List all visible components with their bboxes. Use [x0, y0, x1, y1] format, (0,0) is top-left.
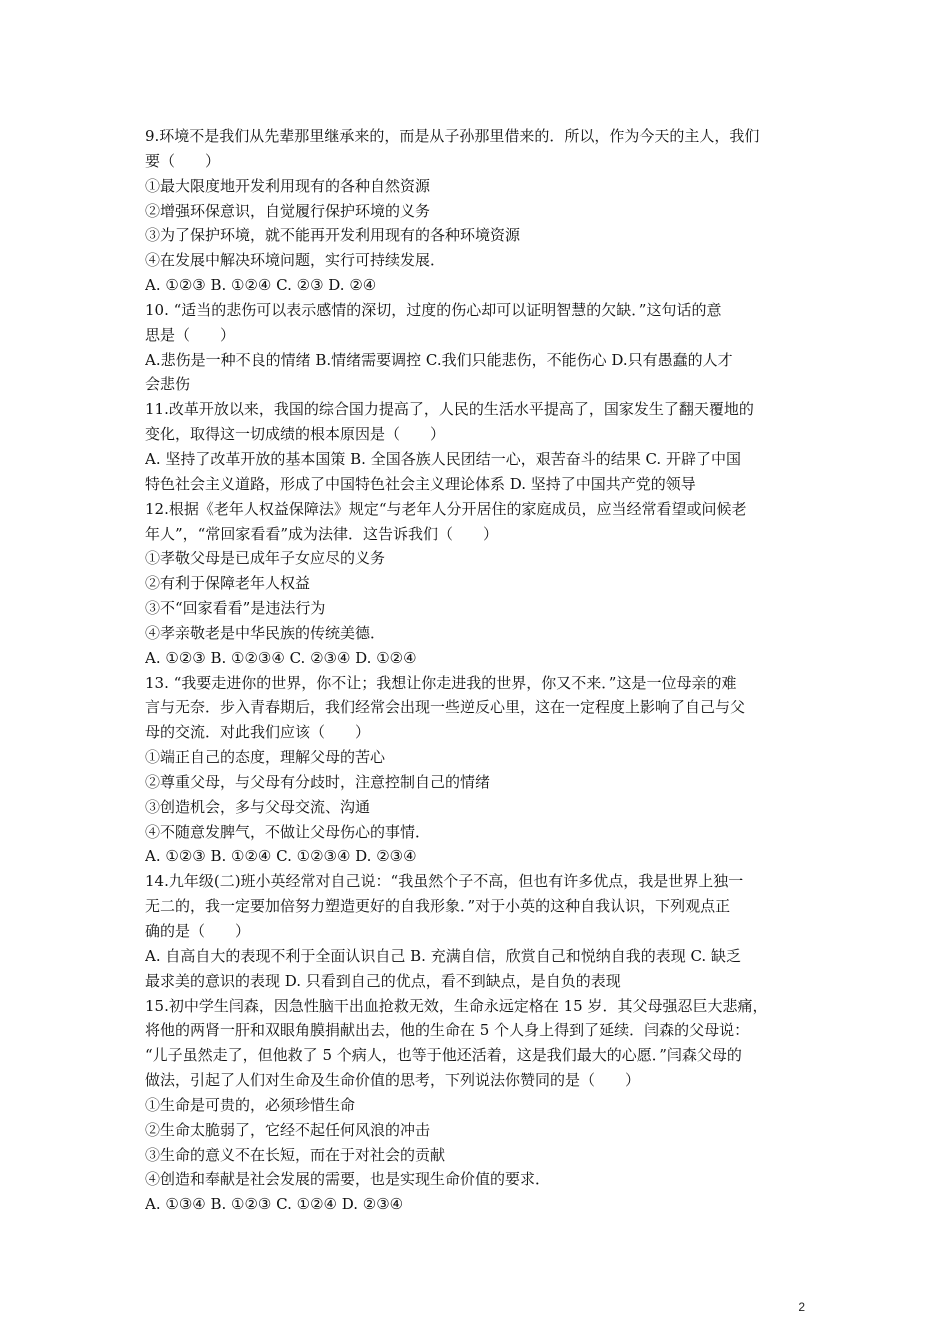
text-line: ③生命的意义不在长短，而在于对社会的贡献	[145, 1145, 446, 1164]
answer-options-line: A. ①③④ B. ①②③ C. ①②④ D. ②③④	[145, 1195, 404, 1214]
text-line: ②生命太脆弱了，它经不起任何风浪的冲击	[145, 1120, 431, 1139]
text-line: 9.环境不是我们从先辈那里继承来的，而是从子孙那里借来的．所以，作为今天的主人，我们	[145, 127, 760, 145]
text-line: ①端正自己的态度，理解父母的苦心	[145, 748, 386, 767]
page-number: 2	[798, 1300, 805, 1314]
text-line: “儿子虽然走了，但他救了 5 个病人，也等于他还活着，这是我们最大的心愿．”闫森父母的	[145, 1046, 742, 1065]
text-line: 11.改革开放以来，我国的综合国力提高了，人民的生活水平提高了，国家发生了翻天覆地的	[145, 400, 754, 419]
text-line: ①生命是可贵的，必须珍惜生命	[145, 1095, 356, 1114]
text-line: ①最大限度地开发利用现有的各种自然资源	[145, 176, 431, 195]
text-line: 13. “我要走进你的世界，你不让；我想让你走进我的世界，你又不来．”这是一位母亲的难	[145, 673, 737, 692]
text-line: 确的是（ ）	[145, 922, 251, 940]
answer-options-line: A. ①②③ B. ①②③④ C. ②③④ D. ①②④	[145, 648, 417, 667]
text-line: ④在发展中解决环境问题，实行可持续发展．	[145, 251, 446, 270]
text-line: ②尊重父母，与父母有分歧时，注意控制自己的情绪	[145, 772, 491, 791]
text-line: 将他的两肾一肝和双眼角膜捐献出去，他的生命在 5 个人身上得到了延续．闫森的父母说：	[145, 1021, 750, 1040]
text-line: ①孝敬父母是已成年子女应尽的义务	[145, 549, 386, 568]
text-line: 会悲伤	[145, 375, 191, 394]
question-text-block	[145, 124, 810, 1217]
text-line: ③为了保护环境，就不能再开发利用现有的各种环境资源	[145, 226, 521, 245]
text-line: 无二的，我一定要加倍努力塑造更好的自我形象．”对于小英的这种自我认识，下列观点正	[145, 897, 731, 916]
text-line: 年人”，“常回家看看”成为法律．这告诉我们（ ）	[145, 524, 499, 543]
text-line: 最求美的意识的表现 D. 只看到自己的优点，看不到缺点，是自负的表现	[145, 971, 621, 990]
answer-options-line: A. ①②③ B. ①②④ C. ②③ D. ②④	[145, 276, 377, 295]
text-line: ②增强环保意识，自觉履行保护环境的义务	[145, 201, 431, 220]
text-line: 12.根据《老年人权益保障法》规定“与老年人分开居住的家庭成员，应当经常看望或问候老	[145, 499, 747, 518]
text-line: 言与无奈．步入青春期后，我们经常会出现一些逆反心里，这在一定程度上影响了自己与父	[145, 698, 746, 717]
text-line: 母的交流．对此我们应该（ ）	[145, 723, 371, 742]
text-line: 10. “适当的悲伤可以表示感情的深切，过度的伤心却可以证明智慧的欠缺．”这句话的意	[145, 300, 722, 319]
text-line: 特色社会主义道路，形成了中国特色社会主义理论体系 D. 坚持了中国共产党的领导	[145, 474, 696, 493]
answer-options-line: A. 自高自大的表现不利于全面认识自己 B. 充满自信，欣赏自己和悦纳自我的表现 C. 缺乏	[145, 946, 741, 965]
text-line: 要（ ）	[145, 151, 221, 170]
text-line: ③不“回家看看”是违法行为	[145, 599, 326, 618]
text-line: 思是（ ）	[145, 325, 236, 344]
text-line: ④创造和奉献是社会发展的需要，也是实现生命价值的要求．	[145, 1170, 551, 1189]
answer-options-line: A.悲伤是一种不良的情绪 B.情绪需要调控 C.我们只能悲伤，不能伤心 D.只有愚蠢的人才	[145, 350, 733, 369]
text-line: ②有利于保障老年人权益	[145, 574, 311, 593]
text-line: 变化，取得这一切成绩的根本原因是（ ）	[145, 425, 446, 444]
text-line: ④孝亲敬老是中华民族的传统美德．	[145, 623, 386, 642]
text-line: 做法，引起了人们对生命及生命价值的思考，下列说法你赞同的是（ ）	[145, 1071, 641, 1090]
answer-options-line: A. 坚持了改革开放的基本国策 B. 全国各族人民团结一心，艰苦奋斗的结果 C. 开辟了中国	[145, 449, 741, 468]
text-line: 14.九年级(二)班小英经常对自己说：“我虽然个子不高，但也有许多优点，我是世界上独一	[145, 872, 744, 891]
text-line: ④不随意发脾气，不做让父母伤心的事情．	[145, 822, 431, 841]
answer-options-line: A. ①②③ B. ①②④ C. ①②③④ D. ②③④	[145, 847, 417, 866]
text-line: ③创造机会，多与父母交流、沟通	[145, 797, 371, 816]
text-line: 15.初中学生闫森，因急性脑干出血抢救无效，生命永远定格在 15 岁．其父母强忍巨大悲痛，	[145, 996, 768, 1015]
